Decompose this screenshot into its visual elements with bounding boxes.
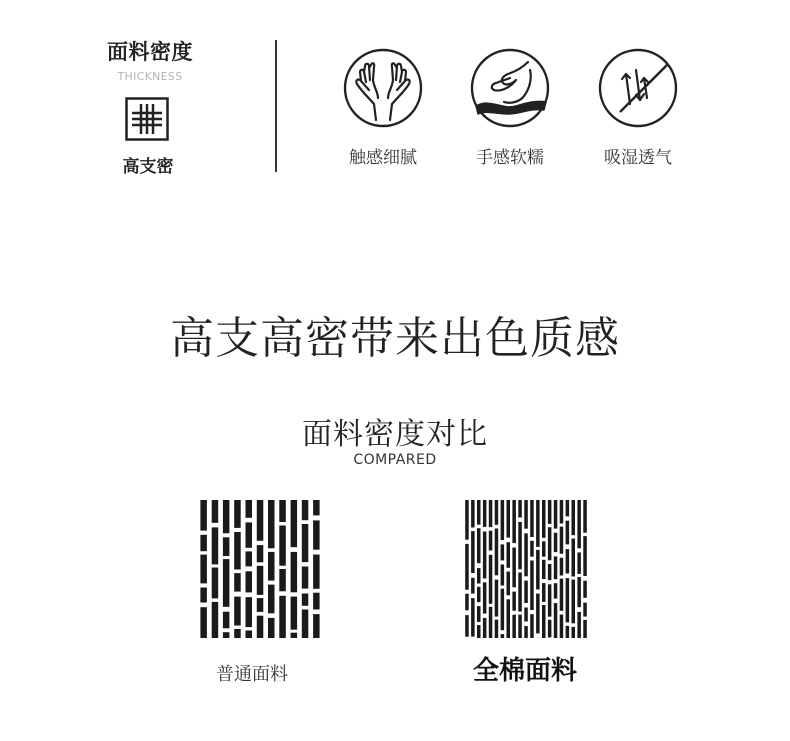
airflow-icon [598,48,678,128]
cotton-fabric-label: 全棉面料 [472,656,577,686]
grid-icon [125,97,169,141]
thickness-subtitle: THICKNESS [117,70,183,83]
thickness-level: 高支密 [122,157,174,177]
regular-fabric-swatch [198,500,322,638]
thickness-title: 面料密度 [107,40,193,64]
feature-label-smooth: 触感细腻 [349,148,417,168]
vertical-divider [275,40,277,172]
feature-label-soft: 手感软糯 [476,148,544,168]
hands-icon [343,48,423,128]
regular-fabric-label: 普通面料 [216,664,288,685]
hand-touch-icon [470,48,550,128]
compare-title: 面料密度对比 [302,417,488,452]
compare-subtitle: COMPARED [353,452,437,468]
cotton-fabric-swatch [464,500,588,638]
headline: 高支高密带来出色质感 [170,313,620,364]
feature-label-breathable: 吸湿透气 [604,148,672,168]
